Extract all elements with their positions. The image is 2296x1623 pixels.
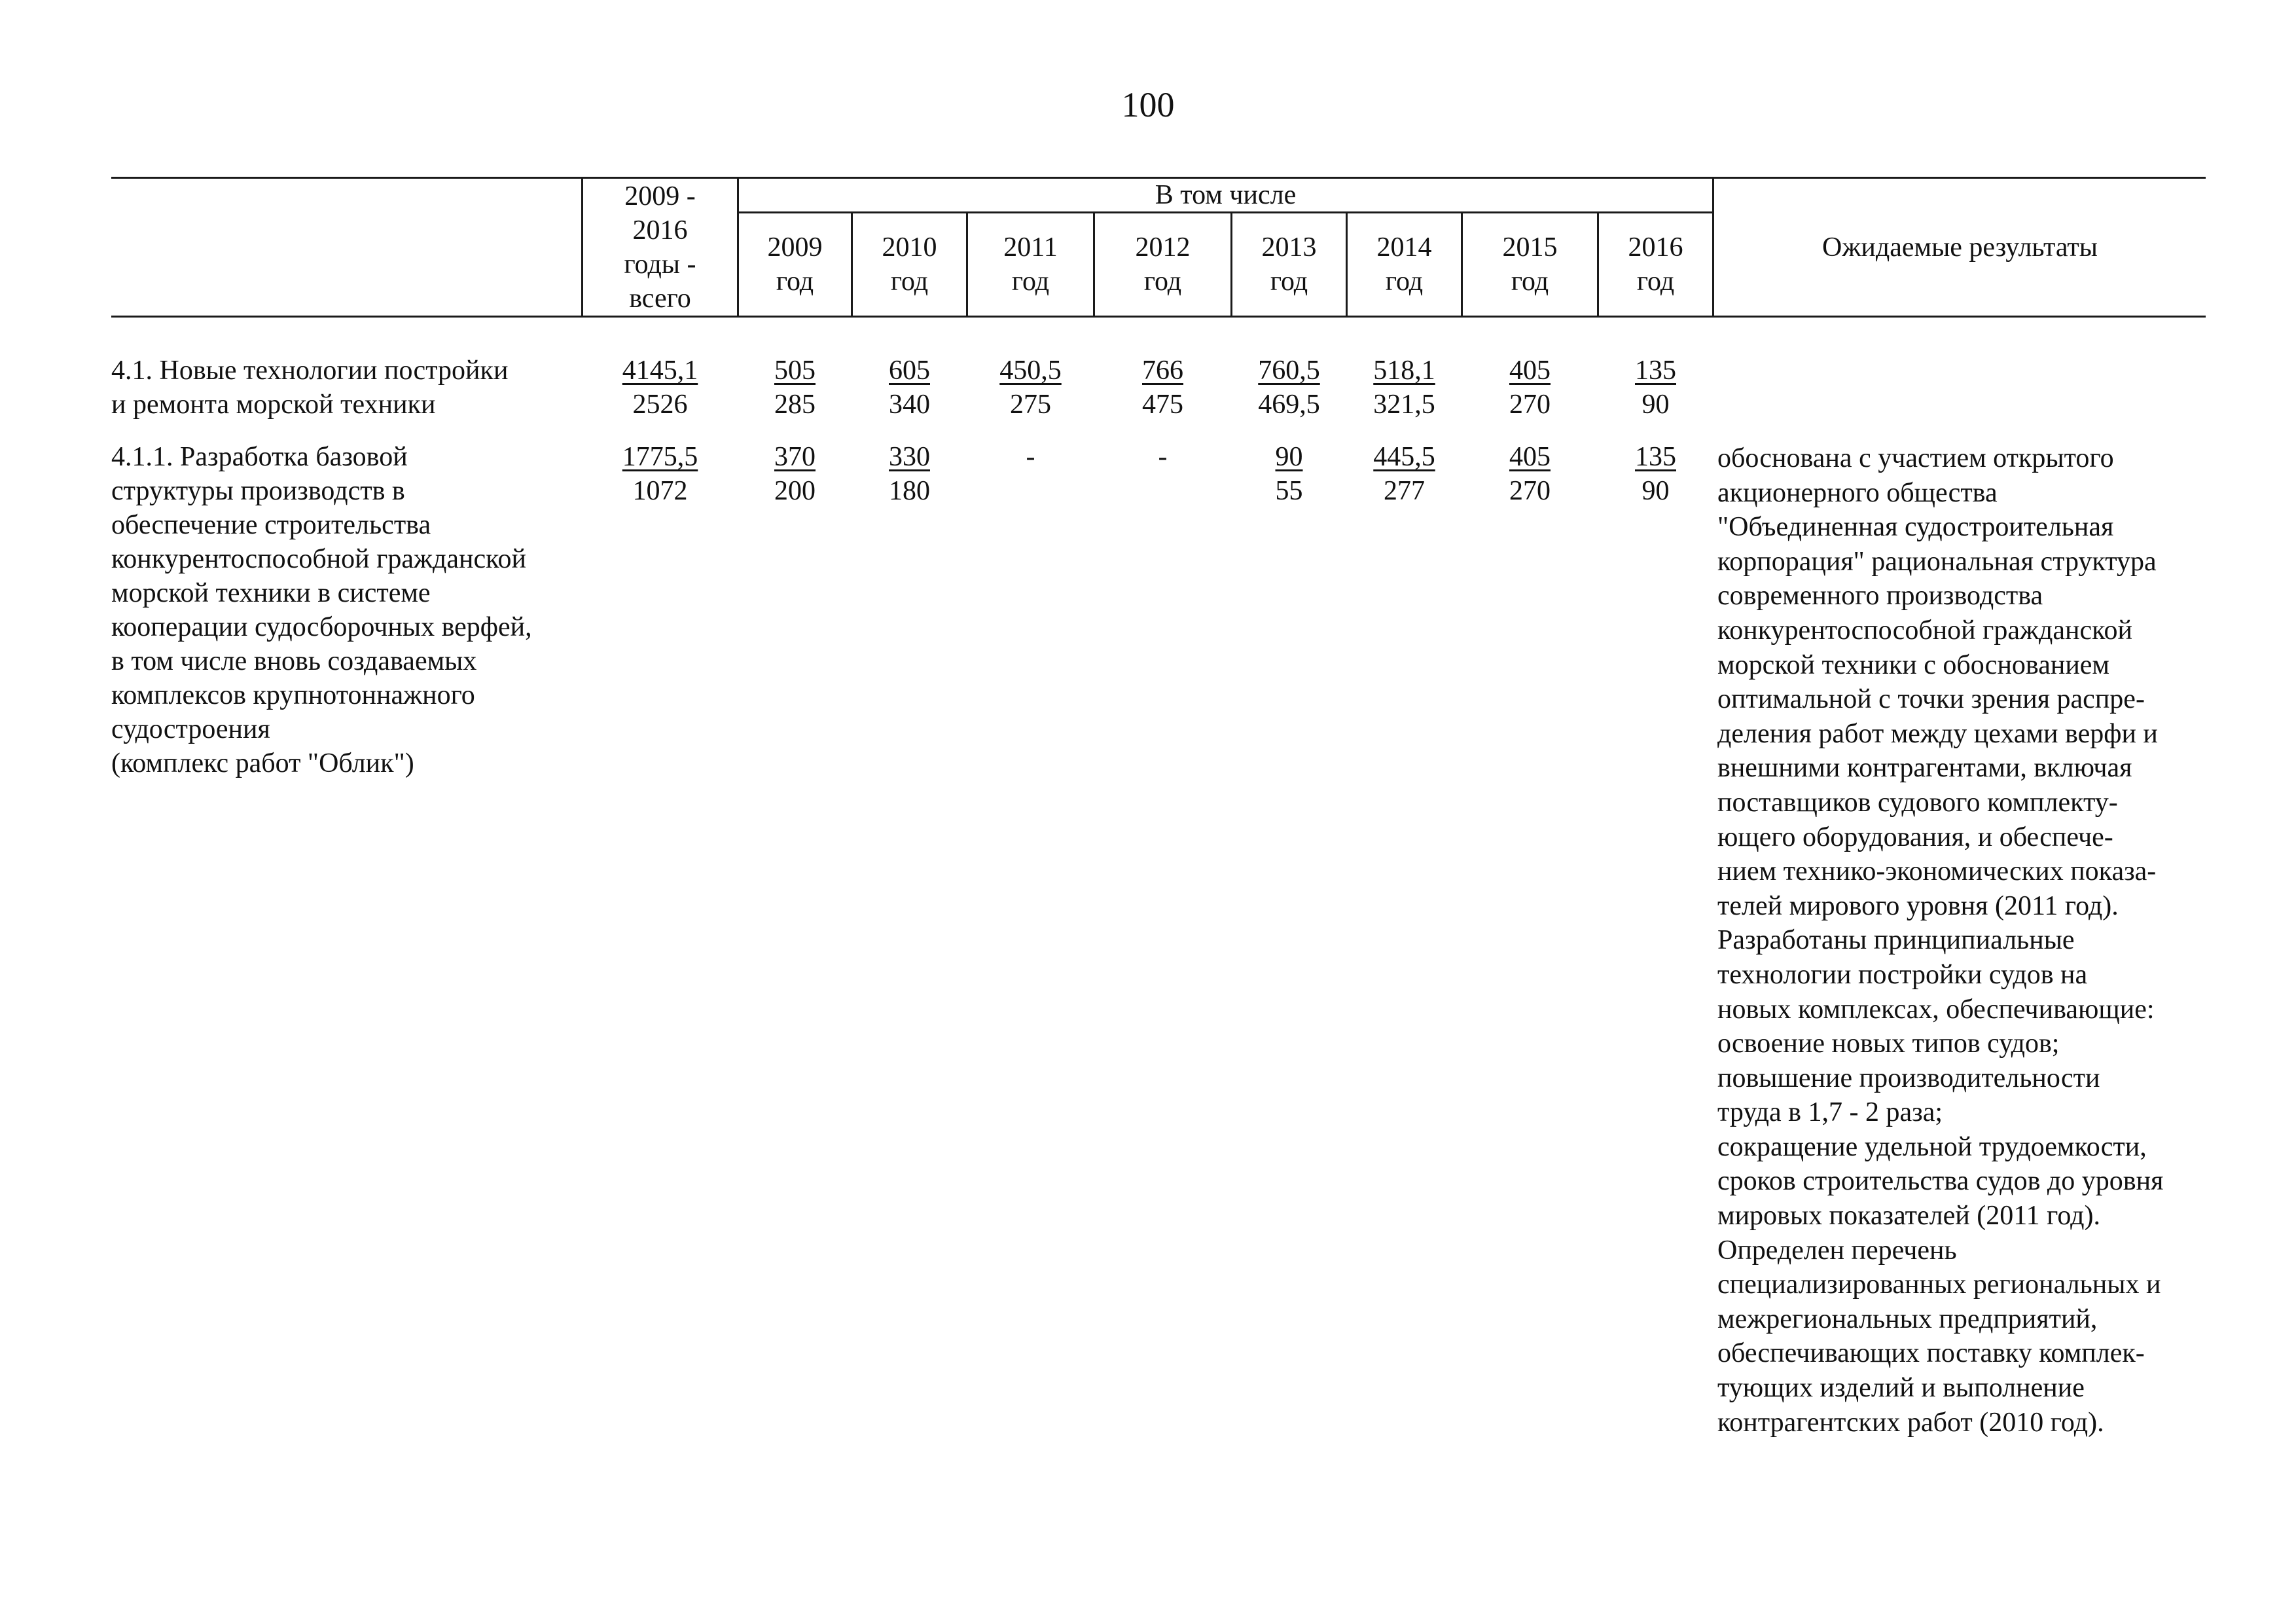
row-4-1-1-2014: 445,5 277 xyxy=(1373,442,1435,506)
row-4-1-1-2012: - xyxy=(1158,442,1168,472)
row-4-1-1-total: 1775,5 1072 xyxy=(622,442,698,506)
row-4-1-2009: 505 285 xyxy=(774,356,816,420)
row-4-1-1-2015: 405 270 xyxy=(1509,442,1551,506)
row-4-1-1-2010: 330 180 xyxy=(889,442,930,506)
row-4-1-2016: 135 90 xyxy=(1635,356,1676,420)
row-4-1-label: 4.1. Новые технологии постройки и ремонта морской техники xyxy=(111,356,509,420)
header-year-2009: 2009 год xyxy=(767,232,823,297)
row-4-1-total: 4145,1 2526 xyxy=(622,356,698,420)
row-4-1-1-expected-results: обоснована с участием открытого акционерного общества "Объединенная судостроительная корпорация" рациональная структура современного производства конкурентоспособной гражданской морской техники с обоснованием оптимальной с точки зрения распре- деления работ между цехами верфи и внешними контрагентами, включая поставщиков судового комплекту- ющего оборудования, и обеспече- нием технико-экономических показа- телей мирового уровня (2011 год). Разработаны принципиальные технологии постройки судов на новых комплексах, обеспечивающие: освоение новых типов судов; повышение производительности труда в 1,7 - 2 раза; сокращение удельной трудоемкости, сроков строительства судов до уровня мировых показателей (2011 год). Определен перечень специализированных региональных и межрегиональных предприятий, обеспечивающих поставку комплек- тующих изделий и выполнение контрагентских работ (2010 год). xyxy=(1717,443,2164,1438)
header-bottom-rule xyxy=(111,316,2206,318)
row-4-1-1-label: 4.1.1. Разработка базовой структуры производств в обеспечение строительства конкурентоспособной гражданской морской техники в системе кооперации судосборочных верфей, в том числе вновь создаваемых комплексов крупнотоннажного судостроения (комплекс работ "Облик") xyxy=(111,442,532,778)
page-number: 100 xyxy=(1121,85,1175,124)
header-year-2013: 2013 год xyxy=(1261,232,1317,297)
header-year-2014: 2014 год xyxy=(1376,232,1432,297)
row-4-1-1-2011: - xyxy=(1026,442,1035,472)
row-4-1-2012: 766 475 xyxy=(1142,356,1183,420)
header-total: 2009 - 2016 годы - всего xyxy=(624,181,696,314)
row-4-1-2010: 605 340 xyxy=(889,356,930,420)
row-4-1-2015: 405 270 xyxy=(1509,356,1551,420)
row-4-1-1-2013: 90 55 xyxy=(1275,442,1303,506)
row-4-1-2014: 518,1 321,5 xyxy=(1373,356,1435,420)
row-4-1-1-2016: 135 90 xyxy=(1635,442,1676,506)
header-year-2011: 2011 год xyxy=(1003,232,1058,297)
header-year-2010: 2010 год xyxy=(882,232,937,297)
header-group-label: В том числе xyxy=(1155,180,1297,210)
header-expected-results: Ожидаемые результаты xyxy=(1822,232,2098,263)
row-4-1-2013: 760,5 469,5 xyxy=(1258,356,1320,420)
header-year-2012: 2012 год xyxy=(1135,232,1191,297)
row-4-1-2011: 450,5 275 xyxy=(999,356,1062,420)
header-year-2016: 2016 год xyxy=(1628,232,1683,297)
row-4-1-1-2009: 370 200 xyxy=(774,442,816,506)
header-year-2015: 2015 год xyxy=(1502,232,1558,297)
